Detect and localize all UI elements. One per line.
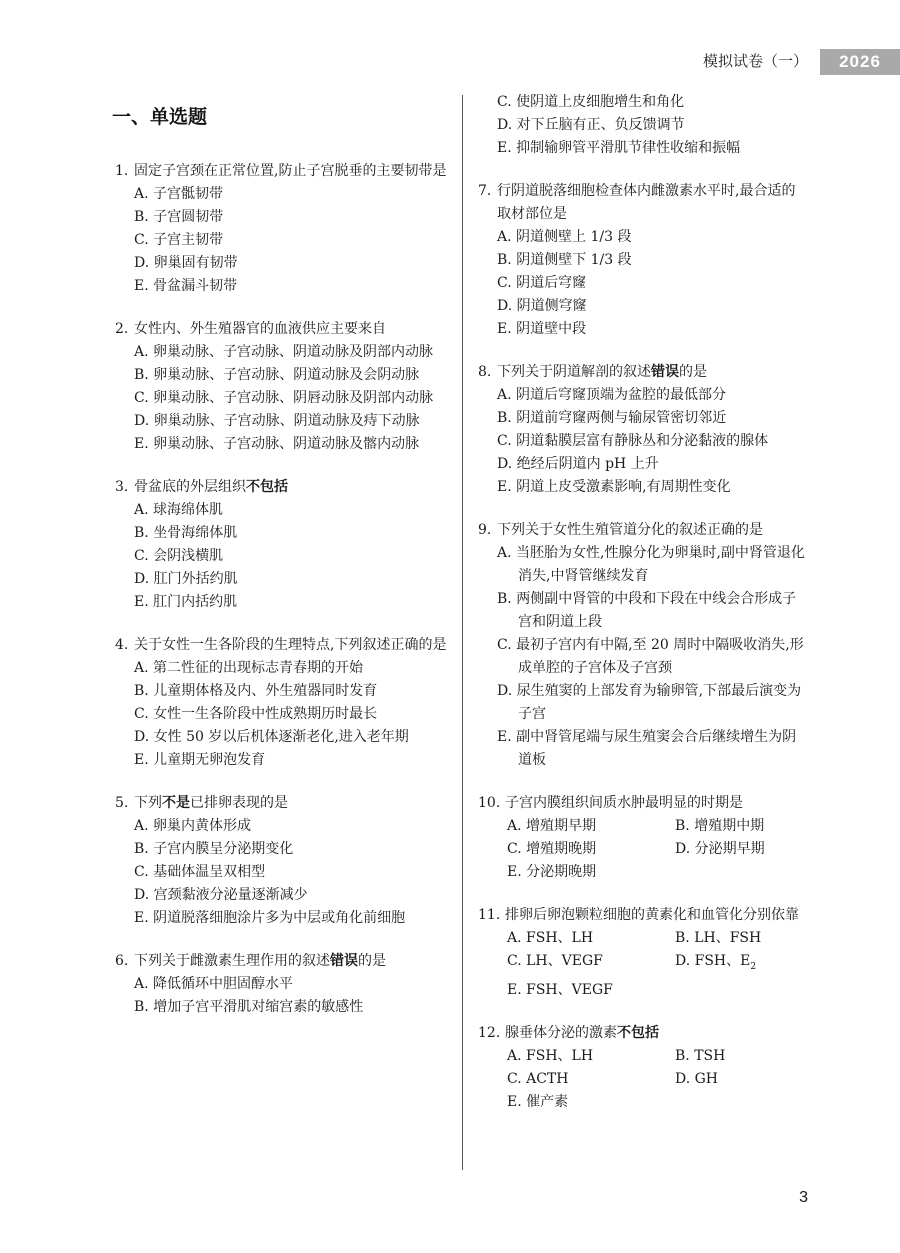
option-c: C. 使阴道上皮细胞增生和角化 xyxy=(497,94,685,110)
option-a: A. 降低循环中胆固醇水平 xyxy=(134,976,294,992)
keyword-emphasis: 不是 xyxy=(162,795,190,811)
question-stem: 10. 子宫内膜组织间质水肿最明显的时期是 xyxy=(478,795,743,811)
option-b: B. TSH xyxy=(675,1047,726,1064)
option-a: A. 增殖期早期 xyxy=(507,818,597,834)
header-year-tab: 2026 xyxy=(820,49,900,75)
option-c: C. 女性一生各阶段中性成熟期历时最长 xyxy=(134,706,378,722)
keyword-emphasis: 不包括 xyxy=(617,1024,659,1041)
option-e: E. 催产素 xyxy=(507,1093,569,1110)
option-c: C. 增殖期晚期 xyxy=(507,841,597,857)
option-c: C. 会阴浅横肌 xyxy=(134,548,224,564)
option-c: C. 卵巢动脉、子宫动脉、阴唇动脉及阴部内动脉 xyxy=(134,390,434,406)
question-7 xyxy=(478,180,808,341)
question-12 xyxy=(478,1022,808,1114)
option-b: B. 子宫内膜呈分泌期变化 xyxy=(134,841,294,857)
option-c: C. 基础体温呈双相型 xyxy=(134,864,266,880)
option-a: A. 阴道侧壁上 1/3 段 xyxy=(497,229,632,245)
keyword-emphasis: 不包括 xyxy=(246,479,288,495)
question-stem: 6. 下列关于雌激素生理作用的叙述错误的是 xyxy=(115,953,386,969)
left-column xyxy=(115,160,450,1039)
option-b: B. 增殖期中期 xyxy=(675,818,765,834)
option-c: C. 子宫主韧带 xyxy=(134,232,224,248)
question-6-continued xyxy=(478,91,808,160)
question-stem: 5. 下列不是已排卵表现的是 xyxy=(115,795,288,811)
question-stem: 2. 女性内、外生殖器官的血液供应主要来自 xyxy=(115,321,386,337)
option-e: E. 阴道上皮受激素影响,有周期性变化 xyxy=(497,479,731,495)
option-d: D. 阴道侧穹窿 xyxy=(497,298,587,314)
question-1 xyxy=(115,160,450,298)
question-stem: 8. 下列关于阴道解剖的叙述错误的是 xyxy=(478,364,707,380)
right-column xyxy=(478,91,808,1134)
option-b: B. 增加子宫平滑肌对缩宫素的敏感性 xyxy=(134,999,364,1015)
option-b: B. 儿童期体格及内、外生殖器同时发育 xyxy=(134,683,378,699)
keyword-emphasis: 错误 xyxy=(651,364,679,380)
option-e: E. 副中肾管尾端与尿生殖窦会合后继续增生为阴道板 xyxy=(497,729,797,768)
subscript: 2 xyxy=(750,961,757,972)
option-d: D. 卵巢动脉、子宫动脉、阴道动脉及痔下动脉 xyxy=(134,413,420,429)
question-stem: 3. 骨盆底的外层组织不包括 xyxy=(115,479,288,495)
question-stem: 9. 下列关于女性生殖管道分化的叙述正确的是 xyxy=(478,522,763,538)
options-grid xyxy=(478,1045,808,1114)
question-11 xyxy=(478,904,808,1002)
option-c: C. 阴道黏膜层富有静脉丛和分泌黏液的腺体 xyxy=(497,433,769,449)
option-e: E. 儿童期无卵泡发育 xyxy=(134,752,266,768)
option-b: B. 两侧副中肾管的中段和下段在中线会合形成子宫和阴道上段 xyxy=(497,591,797,630)
question-10 xyxy=(478,792,808,884)
option-b: B. 坐骨海绵体肌 xyxy=(134,525,238,541)
option-b: B. LH、FSH xyxy=(675,930,762,946)
option-d: D. 对下丘脑有正、负反馈调节 xyxy=(497,117,685,133)
options-grid xyxy=(478,927,808,1002)
option-e: E. 抑制输卵管平滑肌节律性收缩和振幅 xyxy=(497,140,741,156)
option-e: E. 阴道壁中段 xyxy=(497,321,587,337)
option-a: A. 球海绵体肌 xyxy=(134,502,224,518)
option-a: A. 当胚胎为女性,性腺分化为卵巢时,副中肾管退化消失,中肾管继续发育 xyxy=(497,545,805,584)
option-d: D. 尿生殖窦的上部发育为输卵管,下部最后演变为子宫 xyxy=(497,683,802,722)
question-stem: 12. 腺垂体分泌的激素不包括 xyxy=(478,1024,659,1041)
question-3 xyxy=(115,476,450,614)
options-grid xyxy=(478,815,808,884)
option-d: D. 女性 50 岁以后机体逐渐老化,进入老年期 xyxy=(134,729,409,745)
option-a: A. 子宫骶韧带 xyxy=(134,186,224,202)
option-d: D. 分泌期早期 xyxy=(675,841,765,857)
header-label: 模拟试卷（一） xyxy=(702,52,808,70)
option-a: A. 阴道后穹窿顶端为盆腔的最低部分 xyxy=(497,387,727,403)
option-b: B. 阴道前穹窿两侧与输尿管密切邻近 xyxy=(497,410,727,426)
option-c: C. LH、VEGF xyxy=(507,953,603,969)
question-5 xyxy=(115,792,450,930)
question-2 xyxy=(115,318,450,456)
keyword-emphasis: 错误 xyxy=(330,953,358,969)
question-stem: 1. 固定子宫颈在正常位置,防止子宫脱垂的主要韧带是 xyxy=(115,163,447,179)
question-stem: 11. 排卵后卵泡颗粒细胞的黄素化和血管化分别依靠 xyxy=(478,907,799,923)
option-b: B. 卵巢动脉、子宫动脉、阴道动脉及会阴动脉 xyxy=(134,367,420,383)
option-d: D. 卵巢固有韧带 xyxy=(134,255,238,271)
option-c: C. 最初子宫内有中隔,至 20 周时中隔吸收消失,形成单腔的子宫体及子宫颈 xyxy=(497,637,804,676)
option-e: E. 肛门内括约肌 xyxy=(134,594,238,610)
option-e: E. 骨盆漏斗韧带 xyxy=(134,278,238,294)
question-stem: 4. 关于女性一生各阶段的生理特点,下列叙述正确的是 xyxy=(115,637,447,653)
question-8 xyxy=(478,361,808,499)
option-b: B. 阴道侧壁下 1/3 段 xyxy=(497,252,632,268)
option-a: A. FSH、LH xyxy=(507,930,594,946)
option-b: B. 子宫圆韧带 xyxy=(134,209,224,225)
option-e: E. 阴道脱落细胞涂片多为中层或角化前细胞 xyxy=(134,910,406,926)
column-divider xyxy=(462,95,463,1170)
option-d: D. 宫颈黏液分泌量逐渐减少 xyxy=(134,887,308,903)
option-c: C. 阴道后穹窿 xyxy=(497,275,587,291)
option-a: A. 第二性征的出现标志青春期的开始 xyxy=(134,660,364,676)
option-d: D. GH xyxy=(675,1070,719,1087)
option-e: E. FSH、VEGF xyxy=(507,981,613,998)
option-d: D. 肛门外括约肌 xyxy=(134,571,238,587)
option-c: C. ACTH xyxy=(507,1070,569,1087)
question-stem: 7. 行阴道脱落细胞检查体内雌激素水平时,最合适的取材部位是 xyxy=(478,183,796,222)
option-d: D. 绝经后阴道内 pH 上升 xyxy=(497,456,659,472)
option-a: A. 卵巢动脉、子宫动脉、阴道动脉及阴部内动脉 xyxy=(134,344,434,360)
question-9 xyxy=(478,519,808,772)
question-6 xyxy=(115,950,450,1019)
question-4 xyxy=(115,634,450,772)
option-a: A. 卵巢内黄体形成 xyxy=(134,818,252,834)
option-e: E. 分泌期晚期 xyxy=(507,864,597,880)
option-d: D. FSH、$E_2$ xyxy=(675,953,757,972)
page-number: 3 xyxy=(799,1189,808,1206)
section-title: 一、单选题 xyxy=(112,106,208,128)
option-a: A. FSH、LH xyxy=(507,1047,594,1064)
option-e: E. 卵巢动脉、子宫动脉、阴道动脉及髂内动脉 xyxy=(134,436,420,452)
